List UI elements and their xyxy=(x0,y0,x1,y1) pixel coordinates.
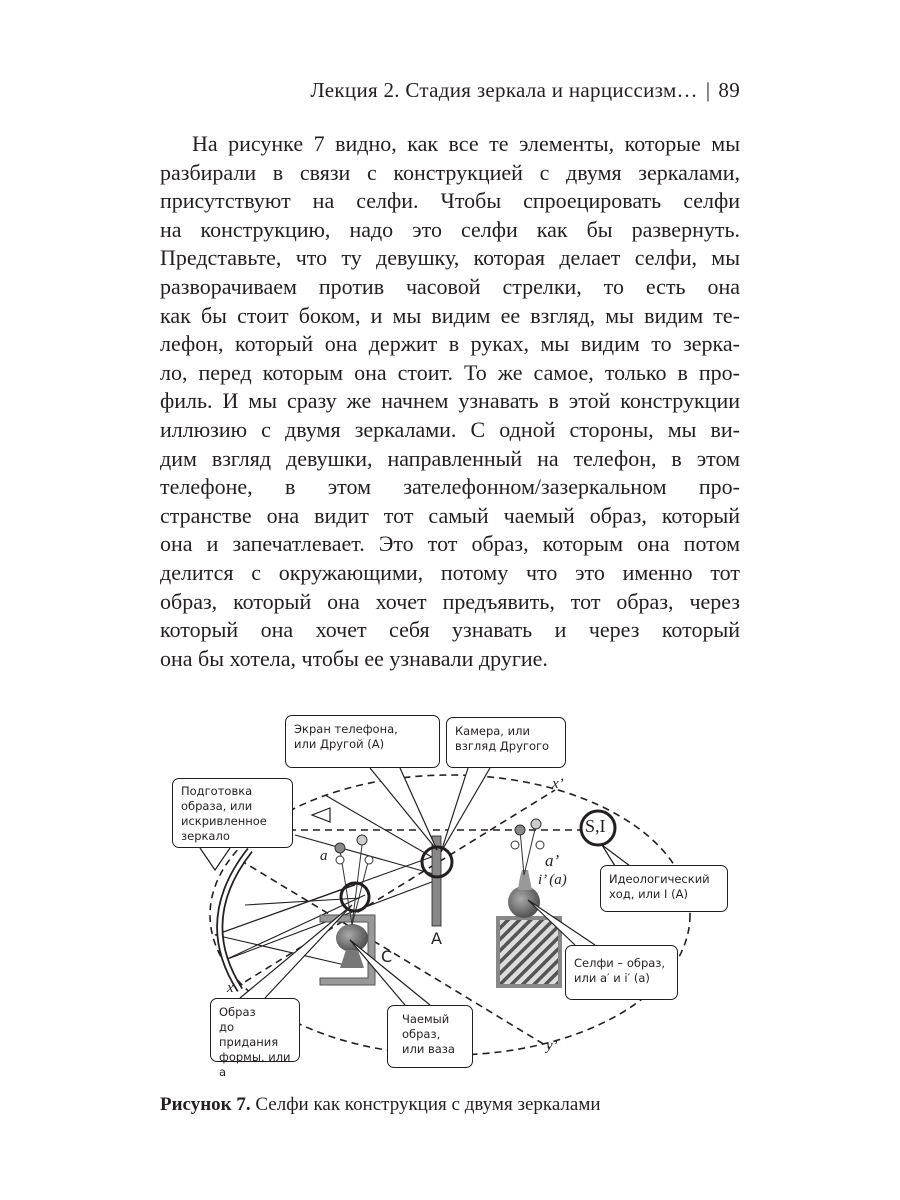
callout-selfie xyxy=(565,945,678,1000)
text-line: разворачиваем против часовой стрелки, то есть она xyxy=(160,273,740,299)
callout-text: Образ xyxy=(219,1005,256,1019)
page-number: 89 xyxy=(718,78,740,102)
text-line: как бы стоит боком, и мы видим ее взгляд, мы видим те- xyxy=(160,302,740,328)
text-line: На рисунке 7 видно, как все те элементы, которые мы xyxy=(192,131,740,156)
text-line: разбирали в связи с конструкцией с двумя зеркалами, xyxy=(160,159,740,185)
text-line: Представьте, что ту девушку, которая делает селфи, мы xyxy=(160,245,740,271)
text-line: который она хочет себя узнавать и через который xyxy=(160,617,740,643)
label-a-prime: a’ xyxy=(545,851,560,870)
callout-text: Чаемый xyxy=(402,1012,450,1026)
label-i-prime: i’ (a) xyxy=(538,872,567,888)
callout-text: или Другой (А) xyxy=(294,737,385,751)
eye-icon xyxy=(312,808,330,822)
callout-unformed-image xyxy=(210,998,300,1079)
callout-text: образа, или xyxy=(181,799,253,813)
callout-text: Камера, или xyxy=(455,724,530,738)
callout-text: зеркало xyxy=(181,829,230,843)
caption-text: Селфи как конструкция с двумя зеркалами xyxy=(250,1094,601,1115)
vase-right xyxy=(508,870,540,918)
text-line: она и запечатлевает. Это тот образ, которым она потом xyxy=(160,531,740,557)
callout-text: искривленное xyxy=(181,814,267,828)
callout-text: ход, или I (А) xyxy=(609,887,688,901)
text-line: она бы хотела, чтобы ее узнавали другие. xyxy=(160,645,548,671)
callout-text: взгляд Другого xyxy=(455,739,550,753)
callout-text: образ, xyxy=(402,1027,441,1041)
running-title: Лекция 2. Стадия зеркала и нарциссизм… xyxy=(310,78,698,102)
text-line: дим взгляд девушки, направленный на телефон, в этом xyxy=(160,445,740,471)
label-a: a xyxy=(320,848,328,864)
callout-text: формы, или a xyxy=(219,1050,291,1079)
text-line: телефоне, в этом зателефонном/зазеркальном про- xyxy=(160,474,740,500)
text-line: на конструкцию, надо это селфи как бы развернуть. xyxy=(160,216,740,242)
flowers-right xyxy=(511,819,544,875)
callout-text: Экран телефона, xyxy=(294,722,398,736)
callout-text: или a′ и i′ (a) xyxy=(574,971,650,985)
callout-text: Подготовка xyxy=(181,784,253,798)
callout-phone-screen xyxy=(285,715,440,768)
callout-text: Селфи – образ, xyxy=(574,956,666,970)
label-x: x xyxy=(227,980,234,996)
caption-label: Рисунок 7. xyxy=(160,1094,251,1115)
label-x-prime: x’ xyxy=(552,776,564,792)
callout-text: Идеологический xyxy=(609,872,710,886)
text-line: делится с окружающими, потому что это именно тот xyxy=(160,559,740,585)
text-line: присутствуют на селфи. Чтобы спроецировать селфи xyxy=(160,188,740,214)
label-A: A xyxy=(431,929,442,948)
vase-left xyxy=(336,924,368,968)
text-line: ло, перед которым она стоит. То же самое, только в про- xyxy=(160,359,740,385)
text-line: филь. И мы сразу же начнем узнавать в этой конструкции xyxy=(160,388,740,414)
text-line: образ, который она хочет предъявить, тот образ, через xyxy=(160,588,740,614)
figure-caption xyxy=(160,1094,601,1116)
label-y-prime: y’ xyxy=(546,1038,558,1054)
label-SI: S,I xyxy=(585,816,606,836)
text-line: иллюзию с двумя зеркалами. С одной стороны, мы ви- xyxy=(160,416,740,442)
header-separator: | xyxy=(705,78,711,102)
text-line: странстве она видит тот самый чаемый образ, который xyxy=(160,502,740,528)
callout-camera xyxy=(446,717,566,768)
callout-text: или ваза xyxy=(402,1042,455,1056)
pedestal-right xyxy=(498,918,560,986)
callout-curved-mirror xyxy=(172,778,293,848)
text-line: лефон, который она держит в руках, мы видим то зерка- xyxy=(160,331,740,357)
callout-text: до придания xyxy=(219,1020,279,1049)
callout-desired-image xyxy=(387,1005,473,1068)
label-C: C xyxy=(381,947,393,966)
callout-ideological xyxy=(600,865,728,912)
